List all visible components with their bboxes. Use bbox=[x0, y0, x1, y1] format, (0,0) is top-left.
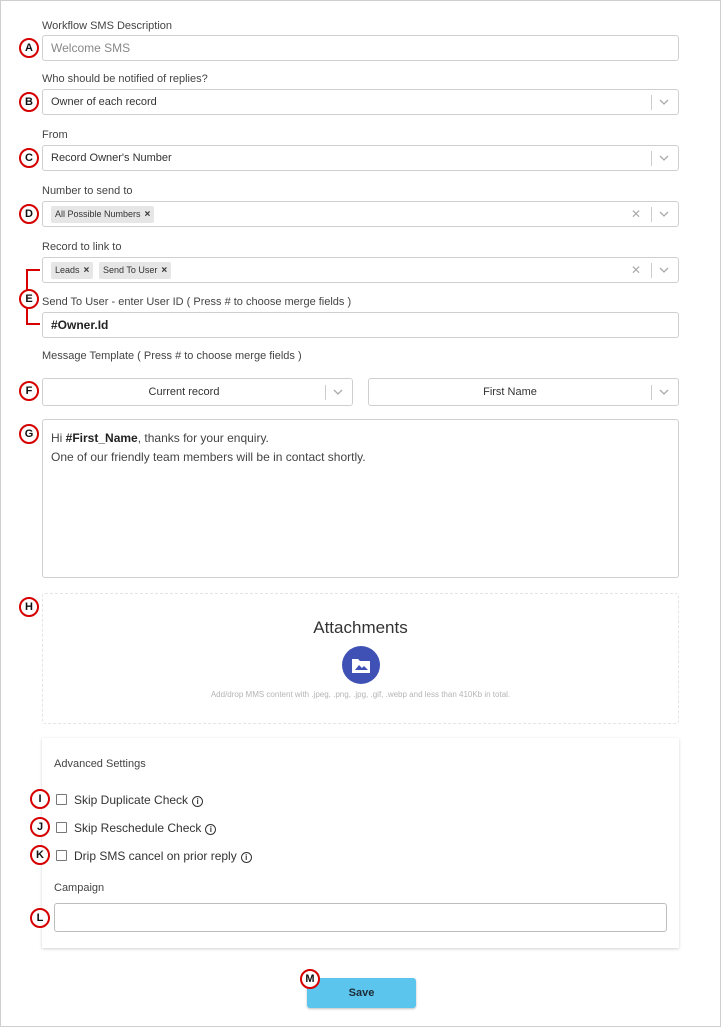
description-value: Welcome SMS bbox=[51, 41, 131, 55]
advanced-settings-panel bbox=[42, 738, 679, 948]
image-folder-icon[interactable] bbox=[342, 646, 380, 684]
select-separator bbox=[651, 263, 652, 278]
message-textarea[interactable] bbox=[42, 419, 679, 578]
message-suffix: , thanks for your enquiry. bbox=[137, 431, 269, 445]
marker-c: C bbox=[19, 148, 39, 168]
checkbox-text: Drip SMS cancel on prior reply bbox=[74, 849, 237, 863]
chip-all-possible-numbers[interactable] bbox=[51, 206, 154, 223]
info-icon[interactable]: i bbox=[192, 796, 203, 807]
record-select[interactable] bbox=[42, 378, 353, 406]
marker-h: H bbox=[19, 597, 39, 617]
skip-duplicate-checkbox[interactable] bbox=[56, 794, 67, 805]
chip-remove-icon[interactable]: × bbox=[83, 265, 90, 276]
advanced-settings-title: Advanced Settings bbox=[54, 758, 146, 770]
chip-remove-icon[interactable]: × bbox=[161, 265, 168, 276]
merge-field-token: #First_Name bbox=[65, 431, 138, 445]
number-to-send-multiselect[interactable] bbox=[42, 201, 679, 227]
drip-sms-cancel-checkbox[interactable] bbox=[56, 850, 67, 861]
message-template-label: Message Template ( Press # to choose merge fields ) bbox=[42, 350, 302, 362]
chevron-down-icon[interactable] bbox=[658, 385, 670, 399]
select-separator bbox=[651, 207, 652, 222]
chip-label: All Possible Numbers bbox=[55, 209, 141, 219]
marker-m: M bbox=[300, 969, 320, 989]
clear-icon[interactable]: ✕ bbox=[631, 207, 642, 221]
skip-duplicate-label bbox=[74, 793, 203, 807]
marker-f: F bbox=[19, 381, 39, 401]
select-separator bbox=[651, 151, 652, 166]
send-to-user-value: #Owner.Id bbox=[51, 318, 109, 332]
from-value: Record Owner's Number bbox=[51, 152, 172, 164]
merge-field-select-value: First Name bbox=[483, 386, 537, 398]
chip-label: Leads bbox=[55, 265, 80, 275]
merge-field-select[interactable] bbox=[368, 378, 679, 406]
attachments-dropzone[interactable] bbox=[42, 593, 679, 724]
marker-e: E bbox=[19, 289, 39, 309]
record-link-multiselect[interactable] bbox=[42, 257, 679, 283]
marker-j: J bbox=[30, 817, 50, 837]
select-separator bbox=[651, 385, 652, 400]
notify-value: Owner of each record bbox=[51, 96, 157, 108]
chevron-down-icon[interactable] bbox=[658, 263, 670, 277]
record-link-label: Record to link to bbox=[42, 241, 122, 253]
campaign-input[interactable] bbox=[54, 903, 667, 932]
chevron-down-icon[interactable] bbox=[658, 151, 670, 165]
number-to-send-label: Number to send to bbox=[42, 185, 133, 197]
chip-label: Send To User bbox=[103, 265, 158, 275]
message-prefix: Hi bbox=[51, 431, 66, 445]
chip-remove-icon[interactable]: × bbox=[144, 209, 151, 220]
notify-select[interactable] bbox=[42, 89, 679, 115]
checkbox-text: Skip Reschedule Check bbox=[74, 821, 202, 835]
marker-i: I bbox=[30, 789, 50, 809]
chevron-down-icon[interactable] bbox=[332, 385, 344, 399]
attachments-hint: Add/drop MMS content with .jpeg, .png, .jpg, .gif, .webp and less than 410Kb in total. bbox=[210, 690, 511, 699]
campaign-label: Campaign bbox=[54, 882, 105, 894]
notify-label: Who should be notified of replies? bbox=[42, 73, 208, 85]
from-select[interactable] bbox=[42, 145, 679, 171]
skip-reschedule-label bbox=[74, 821, 216, 835]
description-input[interactable] bbox=[42, 35, 679, 61]
marker-l: L bbox=[30, 908, 50, 928]
attachments-title: Attachments bbox=[313, 618, 408, 637]
chip-leads[interactable] bbox=[51, 262, 93, 279]
record-select-value: Current record bbox=[148, 386, 220, 398]
description-label: Workflow SMS Description bbox=[42, 20, 172, 32]
clear-icon[interactable]: ✕ bbox=[631, 263, 642, 277]
marker-g: G bbox=[19, 424, 39, 444]
chevron-down-icon[interactable] bbox=[658, 207, 670, 221]
send-to-user-input[interactable] bbox=[42, 312, 679, 338]
marker-k: K bbox=[30, 845, 50, 865]
chip-send-to-user[interactable] bbox=[99, 262, 171, 279]
info-icon[interactable]: i bbox=[241, 852, 252, 863]
message-line-1 bbox=[51, 429, 670, 448]
drip-sms-cancel-label bbox=[74, 849, 252, 863]
select-separator bbox=[651, 95, 652, 110]
checkbox-text: Skip Duplicate Check bbox=[74, 793, 189, 807]
send-to-user-label: Send To User - enter User ID ( Press # to choose merge fields ) bbox=[42, 296, 352, 308]
skip-reschedule-checkbox[interactable] bbox=[56, 822, 67, 833]
marker-a: A bbox=[19, 38, 39, 58]
select-separator bbox=[325, 385, 326, 400]
from-label: From bbox=[42, 129, 68, 141]
save-button[interactable]: Save bbox=[307, 978, 416, 1008]
info-icon[interactable]: i bbox=[205, 824, 216, 835]
chevron-down-icon[interactable] bbox=[658, 95, 670, 109]
marker-b: B bbox=[19, 92, 39, 112]
message-line-2: One of our friendly team members will be in contact shortly. bbox=[51, 450, 366, 464]
marker-d: D bbox=[19, 204, 39, 224]
